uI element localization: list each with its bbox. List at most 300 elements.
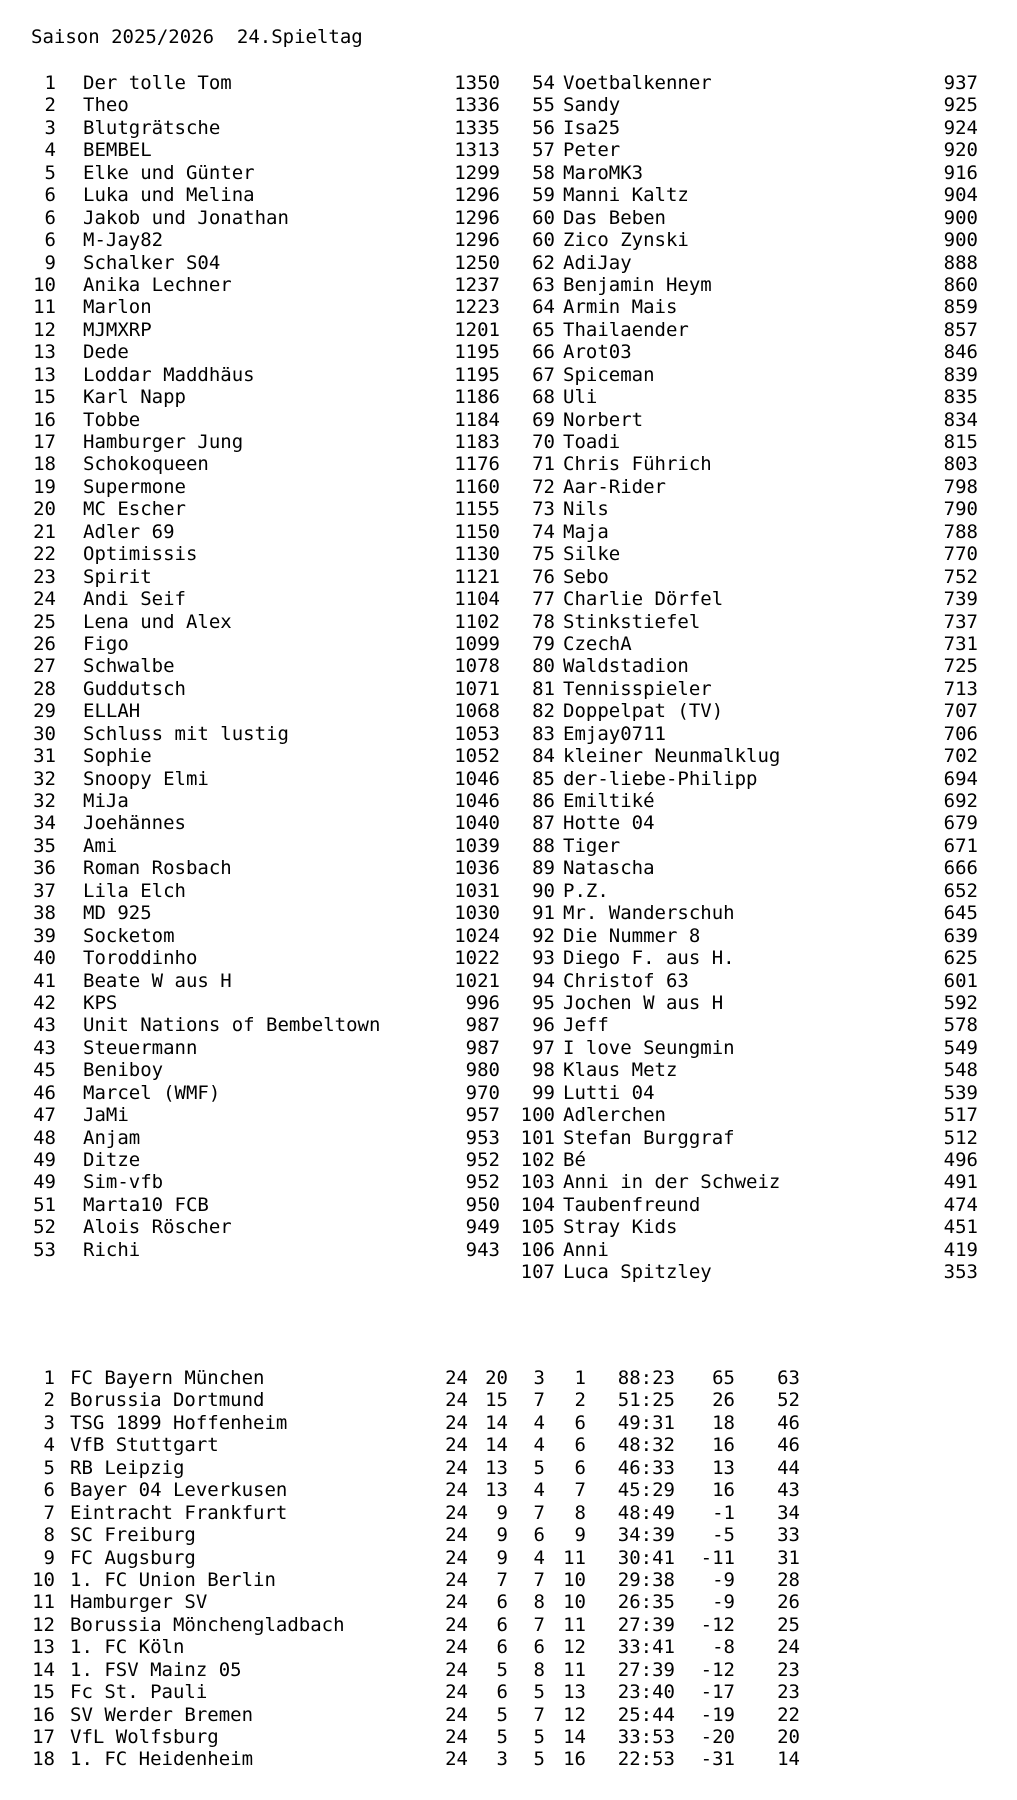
- games-lost: 7: [574, 1479, 586, 1502]
- player-name: Tiger: [563, 834, 621, 857]
- ranking-row: [20, 386, 500, 408]
- player-rank: 36: [33, 857, 56, 880]
- league-table-row: [15, 1659, 815, 1681]
- ranking-row: [500, 1037, 978, 1059]
- player-points: 707: [943, 700, 978, 723]
- player-name: Lena und Alex: [83, 610, 232, 633]
- player-name: Lila Elch: [83, 879, 186, 902]
- ranking-row: [20, 857, 500, 879]
- games-won: 5: [496, 1658, 508, 1681]
- team-name: FC Augsburg: [70, 1546, 196, 1569]
- team-points: 43: [777, 1479, 800, 1502]
- ranking-row: [20, 364, 500, 386]
- player-points: 474: [943, 1193, 978, 1216]
- player-points: 671: [943, 834, 978, 857]
- team-rank: 10: [32, 1568, 55, 1591]
- player-points: 925: [943, 94, 978, 117]
- player-points: 770: [943, 543, 978, 566]
- player-rank: 102: [520, 1149, 555, 1171]
- ranking-row: [500, 1059, 978, 1081]
- team-rank: 16: [32, 1703, 55, 1726]
- player-name: Unit Nations of Bembeltown: [83, 1014, 381, 1037]
- player-name: Uli: [563, 386, 598, 409]
- player-rank: 86: [532, 790, 555, 812]
- ranking-row: [20, 700, 500, 722]
- player-points: 1031: [454, 879, 500, 902]
- games-won: 13: [485, 1456, 508, 1479]
- league-table-row: [15, 1726, 815, 1748]
- player-points: 419: [943, 1238, 978, 1261]
- ranking-row: [500, 72, 978, 94]
- games-lost: 14: [563, 1726, 586, 1748]
- player-rank: 74: [532, 520, 555, 543]
- games-lost: 6: [574, 1411, 586, 1434]
- player-name: Mr. Wanderschuh: [563, 902, 735, 925]
- player-rank: 13: [33, 341, 56, 364]
- goal-ratio: 51:25: [617, 1389, 675, 1412]
- player-rank: 81: [532, 677, 555, 700]
- player-points: 1071: [454, 677, 500, 700]
- player-name: P.Z.: [563, 879, 609, 902]
- player-points: 1021: [454, 969, 500, 992]
- games-played: 24: [445, 1681, 468, 1704]
- ranking-row: [20, 1239, 500, 1261]
- player-rank: 104: [520, 1193, 555, 1216]
- ranking-row: [500, 1239, 978, 1261]
- player-points: 679: [943, 812, 978, 835]
- games-drawn: 5: [533, 1681, 545, 1704]
- player-points: 888: [943, 251, 978, 274]
- player-rank: 46: [33, 1081, 56, 1104]
- player-rank: 2: [44, 94, 56, 117]
- team-name: Borussia Mönchengladbach: [70, 1613, 345, 1636]
- team-points: 44: [777, 1456, 800, 1479]
- player-points: 1036: [454, 857, 500, 880]
- player-points: 737: [943, 610, 978, 633]
- ranking-row: [500, 364, 978, 386]
- player-name: KPS: [83, 991, 118, 1014]
- goal-difference: -9: [712, 1568, 735, 1591]
- player-points: 1039: [454, 834, 500, 857]
- ranking-row: [20, 588, 500, 610]
- goal-ratio: 29:38: [617, 1568, 675, 1591]
- games-lost: 9: [574, 1524, 586, 1547]
- player-points: 900: [943, 206, 978, 229]
- goal-difference: -11: [700, 1546, 735, 1569]
- ranking-row: [500, 992, 978, 1014]
- player-rank: 17: [33, 431, 56, 453]
- player-points: 694: [943, 767, 978, 790]
- player-name: Beniboy: [83, 1059, 164, 1082]
- goal-difference: 16: [712, 1434, 735, 1457]
- player-rank: 34: [33, 812, 56, 835]
- player-name: Natascha: [563, 857, 655, 880]
- team-points: 33: [777, 1524, 800, 1547]
- player-rank: 38: [33, 902, 56, 925]
- ranking-row: [20, 1014, 500, 1036]
- team-name: 1. FC Heidenheim: [70, 1748, 254, 1771]
- player-name: Manni Kaltz: [563, 184, 689, 207]
- player-name: CzechA: [563, 632, 632, 655]
- ranking-row: [500, 521, 978, 543]
- team-rank: 7: [43, 1501, 55, 1524]
- player-name: Spiceman: [563, 363, 655, 386]
- player-name: Schokoqueen: [83, 453, 209, 476]
- team-name: 1. FC Union Berlin: [70, 1568, 276, 1591]
- games-played: 24: [445, 1389, 468, 1412]
- ranking-row: [20, 252, 500, 274]
- player-points: 1250: [454, 251, 500, 274]
- player-name: Arot03: [563, 341, 632, 364]
- player-rank: 15: [33, 386, 56, 409]
- games-won: 7: [496, 1568, 508, 1591]
- games-lost: 1: [574, 1367, 586, 1389]
- team-points: 20: [777, 1726, 800, 1748]
- player-name: Anjam: [83, 1126, 141, 1149]
- ranking-row: [20, 498, 500, 520]
- league-table-row: [15, 1748, 815, 1770]
- player-points: 937: [943, 72, 978, 94]
- goal-difference: -19: [700, 1703, 735, 1726]
- player-rank: 22: [33, 543, 56, 566]
- player-points: 857: [943, 318, 978, 341]
- player-name: MJMXRP: [83, 318, 152, 341]
- goal-difference: -31: [700, 1748, 735, 1771]
- player-name: Voetbalkenner: [563, 72, 712, 94]
- player-rank: 105: [520, 1216, 555, 1239]
- player-name: Armin Mais: [563, 296, 678, 319]
- player-points: 846: [943, 341, 978, 364]
- player-points: 980: [465, 1059, 500, 1082]
- player-rank: 9: [44, 251, 56, 274]
- player-points: 943: [465, 1238, 500, 1261]
- games-lost: 2: [574, 1389, 586, 1412]
- player-name: Luca Spitzley: [563, 1261, 712, 1284]
- player-name: Jakob und Jonathan: [83, 206, 289, 229]
- ranking-row: [500, 790, 978, 812]
- team-rank: 9: [43, 1546, 55, 1569]
- goal-difference: 18: [712, 1411, 735, 1434]
- goal-difference: -5: [712, 1524, 735, 1547]
- player-rank: 58: [532, 161, 555, 184]
- player-points: 949: [465, 1216, 500, 1239]
- player-rank: 3: [44, 116, 56, 139]
- games-won: 9: [496, 1546, 508, 1569]
- ranking-row: [500, 1014, 978, 1036]
- player-rank: 49: [33, 1149, 56, 1171]
- player-name: Sim-vfb: [83, 1171, 164, 1194]
- player-rank: 60: [532, 206, 555, 229]
- ranking-row: [500, 745, 978, 767]
- player-points: 834: [943, 408, 978, 431]
- player-points: 1046: [454, 790, 500, 812]
- goal-ratio: 25:44: [617, 1703, 675, 1726]
- team-points: 24: [777, 1636, 800, 1659]
- games-drawn: 7: [533, 1389, 545, 1412]
- player-name: Benjamin Heym: [563, 273, 712, 296]
- player-name: Waldstadion: [563, 655, 689, 678]
- player-name: MaroMK3: [563, 161, 644, 184]
- player-rank: 39: [33, 924, 56, 947]
- player-name: Lutti 04: [563, 1081, 655, 1104]
- player-rank: 43: [33, 1036, 56, 1059]
- team-name: Hamburger SV: [70, 1591, 208, 1614]
- games-won: 15: [485, 1389, 508, 1412]
- games-played: 24: [445, 1658, 468, 1681]
- team-name: RB Leipzig: [70, 1456, 185, 1479]
- goal-difference: 16: [712, 1479, 735, 1502]
- player-points: 652: [943, 879, 978, 902]
- player-rank: 40: [33, 947, 56, 970]
- games-drawn: 5: [533, 1748, 545, 1771]
- games-lost: 12: [563, 1636, 586, 1659]
- games-lost: 6: [574, 1456, 586, 1479]
- player-name: ELLAH: [83, 700, 141, 723]
- player-rank: 106: [520, 1238, 555, 1261]
- ranking-row: [20, 790, 500, 812]
- player-name: Das Beben: [563, 206, 666, 229]
- player-points: 1053: [454, 722, 500, 745]
- ranking-row: [500, 1261, 978, 1283]
- goal-ratio: 33:53: [617, 1726, 675, 1748]
- player-rank: 51: [33, 1193, 56, 1216]
- player-rank: 101: [520, 1126, 555, 1149]
- player-points: 1040: [454, 812, 500, 835]
- player-rank: 98: [532, 1059, 555, 1082]
- player-name: Hotte 04: [563, 812, 655, 835]
- team-points: 25: [777, 1613, 800, 1636]
- player-name: Toroddinho: [83, 947, 198, 970]
- ranking-row: [20, 476, 500, 498]
- player-points: 952: [465, 1171, 500, 1194]
- team-rank: 12: [32, 1613, 55, 1636]
- player-name: kleiner Neunmalklug: [563, 745, 781, 768]
- ranking-row: [20, 409, 500, 431]
- player-points: 512: [943, 1126, 978, 1149]
- ranking-row: [500, 341, 978, 363]
- player-rank: 63: [532, 273, 555, 296]
- player-rank: 80: [532, 655, 555, 678]
- games-played: 24: [445, 1591, 468, 1614]
- player-name: Ditze: [83, 1149, 141, 1171]
- team-points: 52: [777, 1389, 800, 1412]
- ranking-row: [20, 835, 500, 857]
- player-rank: 42: [33, 991, 56, 1014]
- player-rank: 20: [33, 498, 56, 521]
- player-name: Roman Rosbach: [83, 857, 232, 880]
- player-name: Guddutsch: [83, 677, 186, 700]
- player-name: Taubenfreund: [563, 1193, 701, 1216]
- player-points: 860: [943, 273, 978, 296]
- player-rank: 26: [33, 632, 56, 655]
- goal-difference: -1: [712, 1501, 735, 1524]
- team-rank: 15: [32, 1681, 55, 1704]
- player-name: Karl Napp: [83, 386, 186, 409]
- player-rank: 19: [33, 475, 56, 498]
- player-points: 1313: [454, 139, 500, 162]
- player-name: Stray Kids: [563, 1216, 678, 1239]
- games-won: 6: [496, 1591, 508, 1614]
- games-won: 14: [485, 1434, 508, 1457]
- player-name: Loddar Maddhäus: [83, 363, 255, 386]
- player-points: 920: [943, 139, 978, 162]
- ranking-row: [500, 409, 978, 431]
- player-rank: 54: [532, 72, 555, 94]
- league-table-row: [15, 1479, 815, 1501]
- player-name: JaMi: [83, 1104, 129, 1127]
- player-rank: 56: [532, 116, 555, 139]
- player-rank: 72: [532, 475, 555, 498]
- ranking-row: [20, 207, 500, 229]
- games-drawn: 8: [533, 1658, 545, 1681]
- player-points: 1052: [454, 745, 500, 768]
- games-lost: 10: [563, 1568, 586, 1591]
- player-rank: 77: [532, 588, 555, 611]
- player-points: 1296: [454, 184, 500, 207]
- ranking-row: [500, 252, 978, 274]
- ranking-row: [20, 543, 500, 565]
- games-played: 24: [445, 1456, 468, 1479]
- player-points: 353: [943, 1261, 978, 1284]
- ranking-row: [500, 296, 978, 318]
- games-drawn: 7: [533, 1703, 545, 1726]
- ranking-row: [500, 117, 978, 139]
- player-rank: 6: [44, 206, 56, 229]
- player-name: Stefan Burggraf: [563, 1126, 735, 1149]
- player-points: 1296: [454, 229, 500, 252]
- goal-difference: 13: [712, 1456, 735, 1479]
- player-rank: 90: [532, 879, 555, 902]
- player-rank: 75: [532, 543, 555, 566]
- player-name: Bé: [563, 1149, 586, 1171]
- ranking-row: [500, 94, 978, 116]
- league-table-row: [15, 1389, 815, 1411]
- ranking-row: [20, 453, 500, 475]
- league-table-row: [15, 1681, 815, 1703]
- player-points: 517: [943, 1104, 978, 1127]
- games-won: 5: [496, 1726, 508, 1748]
- player-name: Sophie: [83, 745, 152, 768]
- player-rank: 11: [33, 296, 56, 319]
- player-points: 1030: [454, 902, 500, 925]
- ranking-row: [500, 498, 978, 520]
- goal-difference: -17: [700, 1681, 735, 1704]
- league-table-row: [15, 1704, 815, 1726]
- player-rank: 5: [44, 161, 56, 184]
- ranking-row: [20, 117, 500, 139]
- player-rank: 82: [532, 700, 555, 723]
- games-played: 24: [445, 1636, 468, 1659]
- page-title: Saison 2025/2026 24.Spieltag: [31, 26, 363, 48]
- player-name: der-liebe-Philipp: [563, 767, 758, 790]
- ranking-row: [20, 1082, 500, 1104]
- ranking-row: [500, 857, 978, 879]
- team-name: Bayer 04 Leverkusen: [70, 1479, 288, 1502]
- player-rank: 27: [33, 655, 56, 678]
- ranking-row: [20, 768, 500, 790]
- team-rank: 13: [32, 1636, 55, 1659]
- player-rank: 32: [33, 790, 56, 812]
- player-points: 752: [943, 565, 978, 588]
- goal-ratio: 27:39: [617, 1658, 675, 1681]
- ranking-row: [500, 453, 978, 475]
- ranking-row: [20, 1059, 500, 1081]
- ranking-row: [500, 162, 978, 184]
- player-name: Tennisspieler: [563, 677, 712, 700]
- player-rank: 85: [532, 767, 555, 790]
- games-drawn: 4: [533, 1434, 545, 1457]
- player-name: Spirit: [83, 565, 152, 588]
- games-played: 24: [445, 1726, 468, 1748]
- ranking-row: [500, 319, 978, 341]
- ranking-row: [20, 139, 500, 161]
- team-name: Borussia Dortmund: [70, 1389, 265, 1412]
- ranking-row: [500, 229, 978, 251]
- player-name: Doppelpat (TV): [563, 700, 724, 723]
- games-won: 3: [496, 1748, 508, 1771]
- goal-ratio: 33:41: [617, 1636, 675, 1659]
- player-rank: 48: [33, 1126, 56, 1149]
- player-name: Emjay0711: [563, 722, 666, 745]
- player-points: 815: [943, 431, 978, 453]
- player-name: Peter: [563, 139, 621, 162]
- ranking-row: [500, 1127, 978, 1149]
- ranking-row: [20, 880, 500, 902]
- player-rank: 59: [532, 184, 555, 207]
- games-lost: 6: [574, 1434, 586, 1457]
- player-name: Marlon: [83, 296, 152, 319]
- player-name: Steuermann: [83, 1036, 198, 1059]
- player-points: 578: [943, 1014, 978, 1037]
- games-lost: 12: [563, 1703, 586, 1726]
- player-rank: 1: [44, 72, 56, 94]
- ranking-row: [500, 1171, 978, 1193]
- ranking-row: [20, 1194, 500, 1216]
- player-rank: 49: [33, 1171, 56, 1194]
- player-name: Klaus Metz: [563, 1059, 678, 1082]
- ranking-row: [500, 1149, 978, 1171]
- player-points: 1102: [454, 610, 500, 633]
- ranking-row: [500, 880, 978, 902]
- player-name: Nils: [563, 498, 609, 521]
- ranking-row: [500, 678, 978, 700]
- ranking-row: [20, 947, 500, 969]
- games-played: 24: [445, 1546, 468, 1569]
- goal-ratio: 27:39: [617, 1613, 675, 1636]
- team-points: 34: [777, 1501, 800, 1524]
- player-points: 1099: [454, 632, 500, 655]
- games-won: 6: [496, 1681, 508, 1704]
- team-name: TSG 1899 Hoffenheim: [70, 1411, 288, 1434]
- player-rank: 41: [33, 969, 56, 992]
- player-rank: 96: [532, 1014, 555, 1037]
- games-won: 20: [485, 1367, 508, 1389]
- player-points: 1150: [454, 520, 500, 543]
- player-points: 835: [943, 386, 978, 409]
- goal-ratio: 88:23: [617, 1367, 675, 1389]
- ranking-row: [500, 1194, 978, 1216]
- team-points: 46: [777, 1411, 800, 1434]
- player-name: Andi Seif: [83, 588, 186, 611]
- games-drawn: 6: [533, 1636, 545, 1659]
- player-rank: 10: [33, 273, 56, 296]
- player-name: Joehännes: [83, 812, 186, 835]
- ranking-row: [500, 1216, 978, 1238]
- player-rank: 103: [520, 1171, 555, 1194]
- player-rank: 30: [33, 722, 56, 745]
- player-rank: 87: [532, 812, 555, 835]
- player-name: Hamburger Jung: [83, 431, 244, 453]
